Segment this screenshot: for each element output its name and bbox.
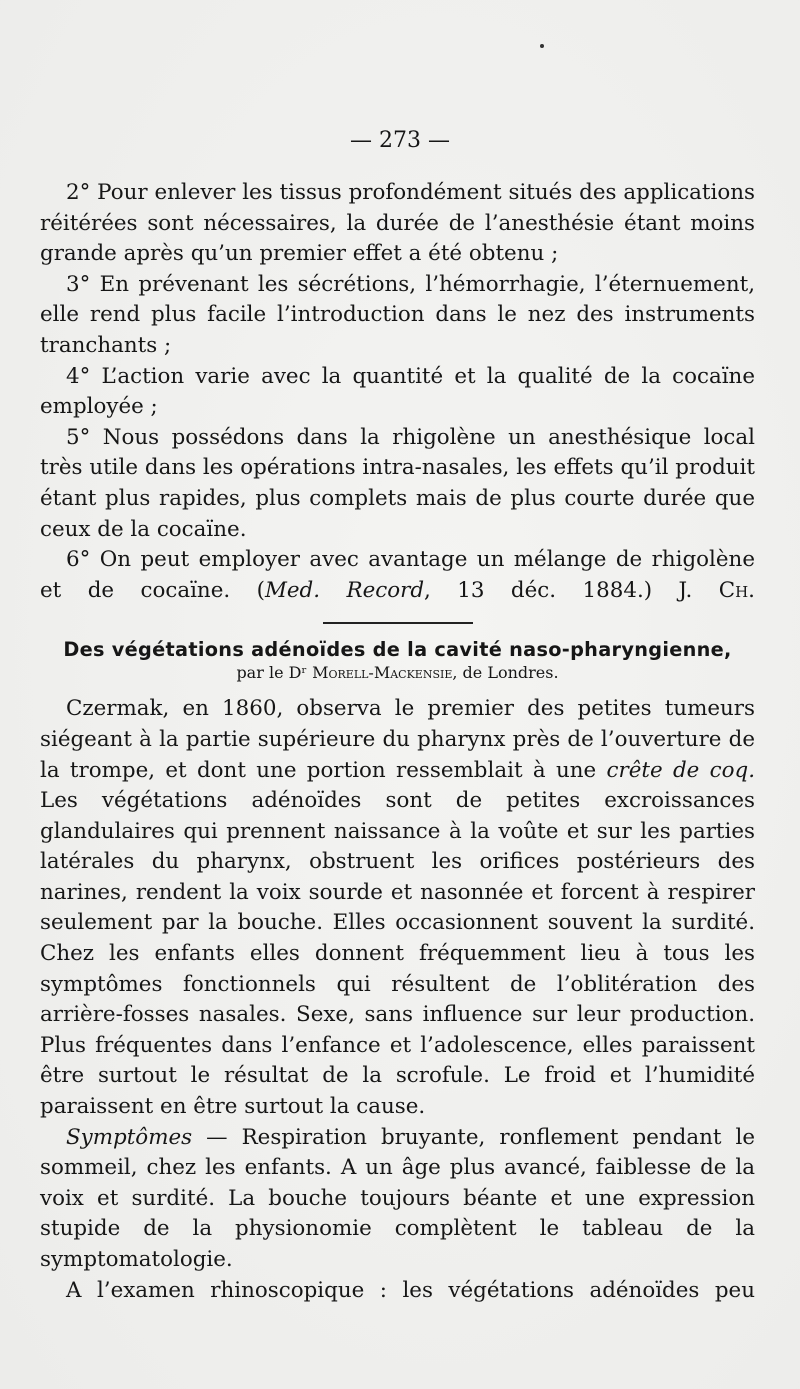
article-paragraph-2 xyxy=(40,1123,755,1276)
article-title: Des végétations adénoïdes de la cavité naso-pharyngienne, xyxy=(63,638,732,662)
author-name: Morell-Mackensie xyxy=(312,663,453,683)
source-date: , 13 déc. 1884.) xyxy=(424,577,653,603)
page-body xyxy=(40,178,755,1306)
list-item-4: 4° L’action varie avec la quantité et la qualité de la cocaïne employée ; xyxy=(40,363,755,420)
byline-suffix: , de Londres. xyxy=(452,663,559,683)
signature: J. Ch. xyxy=(678,577,755,603)
paragraph-1-continuation: Les végétations adénoïdes sont de petites excroissances glandulaires qui prennent naissance à la voûte et sur les parties latérales du pharynx, obstruent les orifices postérieurs des narines, rendent la voix sourde et nasonnée et forcent à respirer seulement par la bouche. Elles occasionnent souvent la surdité. Chez les enfants elles donnent fréquemment lieu à tous les symptômes fonctionnels qui résultent de l’oblitération des arrière-fosses nasales. Sexe, sans influence sur leur production. Plus fréquentes dans l’enfance et l’adolescence, elles paraissent être surtout le résultat de la scrofule. Le froid et l’humidité paraissent en être surtout la cause. xyxy=(40,788,755,1120)
byline-prefix: par le Dʳ xyxy=(236,663,308,683)
symptoms-heading: Symptômes xyxy=(66,1124,193,1150)
list-item-6-text: 6° On peut employer avec avantage un mélange de rhigolène et de cocaïne. ( xyxy=(40,547,755,603)
article-paragraph-1 xyxy=(40,694,755,1122)
list-item-6 xyxy=(40,545,755,606)
source-journal: Med. Record xyxy=(264,577,425,603)
list-item-5: 5° Nous possédons dans la rhigolène un anesthésique local très utile dans les opérations intra-nasales, les effets qu’il produit étant plus rapides, plus complets mais de plus courte durée que ceux de la cocaïne. xyxy=(40,424,755,542)
speck-mark xyxy=(540,44,544,48)
article-byline xyxy=(40,662,755,684)
article-paragraph-3: A l’examen rhinoscopique : les végétations adénoïdes peu xyxy=(66,1277,755,1303)
list-item-2: 2° Pour enlever les tissus profondément situés des applications réitérées sont nécessaires, la durée de l’anesthésie étant moins grande après qu’un premier effet a été obtenu ; xyxy=(40,180,755,267)
paragraph-2-text: — Respiration bruyante, ronflement pendant le sommeil, chez les enfants. A un âge plus avancé, faiblesse de la voix et surdité. La bouche toujours béante et une expression stupide de la physionomie complètent le tableau de la symptomatologie. xyxy=(40,1124,755,1272)
list-item-3: 3° En prévenant les sécrétions, l’hémorrhagie, l’éternuement, elle rend plus facile l’introduction dans le nez des instruments tranchants ; xyxy=(40,271,755,358)
paragraph-1-text: Czermak, en 1860, observa le premier des petites tumeurs siégeant à la partie supérieure du pharynx près de l’ouverture de la trompe, et dont une portion ressemblait à une xyxy=(40,696,755,783)
page-number: — 273 — xyxy=(350,128,450,153)
paragraph-1-italic: crête de coq. xyxy=(606,757,755,783)
section-divider xyxy=(323,622,473,624)
